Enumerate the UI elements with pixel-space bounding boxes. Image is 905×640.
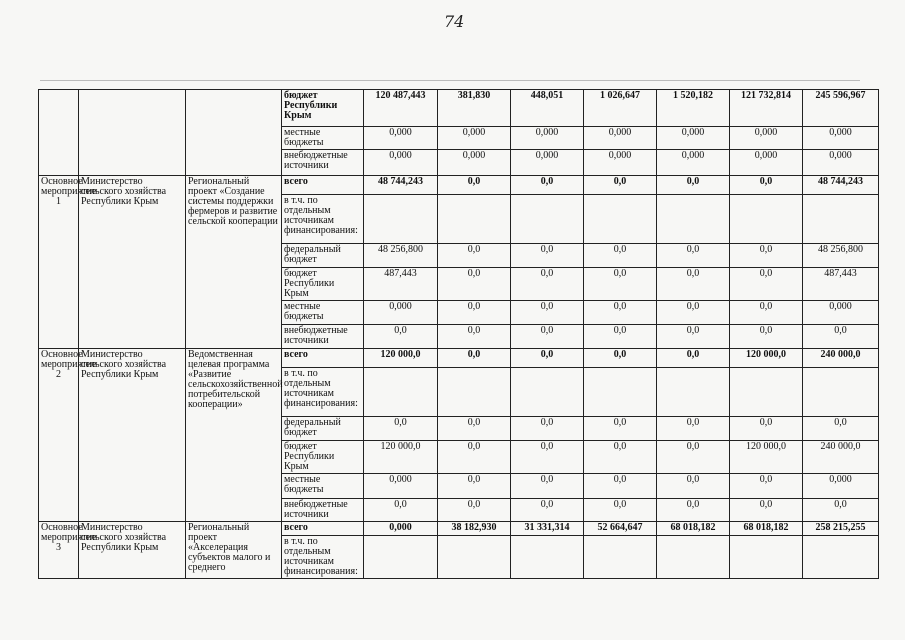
event-cell: Основное мероприятие 2 (39, 349, 79, 522)
funding-source-label: бюджет Республики Крым (282, 268, 364, 301)
amount-cell: 0,000 (584, 127, 657, 150)
amount-cell: 0,0 (438, 301, 511, 325)
amount-cell: 1 026,647 (584, 90, 657, 127)
amount-cell: 0,0 (803, 499, 879, 522)
amount-cell: 0,0 (511, 301, 584, 325)
amount-cell: 0,0 (438, 499, 511, 522)
amount-cell (730, 368, 803, 417)
amount-cell (438, 195, 511, 244)
amount-cell: 0,0 (364, 325, 438, 349)
amount-cell: 0,0 (438, 417, 511, 441)
amount-cell: 0,0 (364, 499, 438, 522)
amount-cell: 0,0 (730, 176, 803, 195)
amount-cell: 0,0 (584, 441, 657, 474)
amount-cell (657, 536, 730, 579)
amount-cell: 120 487,443 (364, 90, 438, 127)
amount-cell: 0,0 (511, 499, 584, 522)
funding-source-label: федеральный бюджет (282, 244, 364, 268)
amount-cell: 0,0 (511, 268, 584, 301)
amount-cell (584, 368, 657, 417)
amount-cell: 0,000 (364, 301, 438, 325)
program-cell: Региональный проект «Создание системы поддержки фермеров и развитие сельской кооперации (186, 176, 282, 349)
amount-cell: 0,0 (438, 176, 511, 195)
amount-cell: 0,000 (584, 150, 657, 176)
amount-cell (364, 536, 438, 579)
funding-source-label: бюджет Республики Крым (282, 441, 364, 474)
amount-cell: 0,0 (511, 417, 584, 441)
amount-cell: 0,0 (584, 176, 657, 195)
event-cell: Основное мероприятие 1 (39, 176, 79, 349)
amount-cell: 0,0 (511, 325, 584, 349)
amount-cell: 0,000 (657, 127, 730, 150)
funding-source-label: внебюджетные источники (282, 499, 364, 522)
executor-cell: Министерство сельского хозяйства Республики Крым (79, 349, 186, 522)
amount-cell: 0,0 (511, 176, 584, 195)
funding-source-label: в т.ч. по отдельным источникам финансирования: (282, 195, 364, 244)
amount-cell: 0,0 (438, 325, 511, 349)
amount-cell: 0,0 (438, 244, 511, 268)
executor-cell (79, 90, 186, 176)
funding-source-label: всего (282, 522, 364, 536)
page-number: 74 (444, 12, 465, 31)
amount-cell: 0,0 (730, 325, 803, 349)
amount-cell: 48 256,800 (364, 244, 438, 268)
amount-cell: 0,000 (438, 127, 511, 150)
table-row (39, 176, 879, 195)
amount-cell: 0,0 (364, 417, 438, 441)
funding-source-label: федеральный бюджет (282, 417, 364, 441)
amount-cell: 0,0 (657, 244, 730, 268)
program-cell: Ведомственная целевая программа «Развитие сельскохозяйственной потребительской кооперации» (186, 349, 282, 522)
amount-cell: 0,0 (657, 499, 730, 522)
amount-cell (364, 368, 438, 417)
amount-cell: 0,000 (803, 127, 879, 150)
amount-cell: 0,0 (657, 441, 730, 474)
amount-cell: 120 000,0 (364, 441, 438, 474)
amount-cell (511, 195, 584, 244)
event-cell: Основное мероприятие 3 (39, 522, 79, 579)
amount-cell: 0,000 (511, 127, 584, 150)
amount-cell: 0,0 (730, 244, 803, 268)
amount-cell: 0,000 (364, 474, 438, 499)
funding-source-label: внебюджетные источники (282, 325, 364, 349)
amount-cell: 0,0 (511, 244, 584, 268)
scan-artifact-line (40, 80, 860, 81)
amount-cell (730, 195, 803, 244)
amount-cell: 0,000 (803, 474, 879, 499)
amount-cell: 0,000 (730, 127, 803, 150)
amount-cell: 0,000 (730, 150, 803, 176)
amount-cell: 0,0 (584, 244, 657, 268)
amount-cell (364, 195, 438, 244)
amount-cell: 120 000,0 (730, 349, 803, 368)
amount-cell (657, 195, 730, 244)
funding-source-label: местные бюджеты (282, 474, 364, 499)
amount-cell: 0,0 (438, 349, 511, 368)
funding-source-label: всего (282, 176, 364, 195)
amount-cell: 0,0 (438, 268, 511, 301)
amount-cell (584, 536, 657, 579)
amount-cell: 0,0 (657, 417, 730, 441)
amount-cell: 120 000,0 (364, 349, 438, 368)
amount-cell (511, 368, 584, 417)
table-row (39, 522, 879, 536)
amount-cell: 240 000,0 (803, 349, 879, 368)
executor-cell: Министерство сельского хозяйства Республики Крым (79, 522, 186, 579)
funding-source-label: в т.ч. по отдельным источникам финансирования: (282, 368, 364, 417)
amount-cell: 0,0 (511, 349, 584, 368)
amount-cell: 240 000,0 (803, 441, 879, 474)
amount-cell: 0,0 (584, 325, 657, 349)
amount-cell: 0,0 (730, 301, 803, 325)
amount-cell: 0,0 (657, 301, 730, 325)
amount-cell: 0,0 (657, 176, 730, 195)
amount-cell: 0,0 (730, 474, 803, 499)
budget-table (38, 89, 879, 579)
amount-cell: 0,0 (584, 474, 657, 499)
amount-cell: 120 000,0 (730, 441, 803, 474)
amount-cell: 0,000 (511, 150, 584, 176)
amount-cell: 0,000 (364, 150, 438, 176)
amount-cell: 487,443 (364, 268, 438, 301)
funding-source-label: в т.ч. по отдельным источникам финансирования: (282, 536, 364, 579)
amount-cell (584, 195, 657, 244)
amount-cell: 258 215,255 (803, 522, 879, 536)
amount-cell: 245 596,967 (803, 90, 879, 127)
amount-cell: 121 732,814 (730, 90, 803, 127)
amount-cell: 0,0 (584, 349, 657, 368)
amount-cell: 0,0 (730, 417, 803, 441)
amount-cell: 48 256,800 (803, 244, 879, 268)
amount-cell: 0,0 (511, 441, 584, 474)
amount-cell: 0,0 (803, 417, 879, 441)
amount-cell: 38 182,930 (438, 522, 511, 536)
amount-cell: 0,0 (511, 474, 584, 499)
amount-cell: 48 744,243 (364, 176, 438, 195)
amount-cell: 0,000 (657, 150, 730, 176)
funding-source-label: внебюджетные источники (282, 150, 364, 176)
amount-cell (803, 368, 879, 417)
amount-cell (803, 195, 879, 244)
funding-source-label: местные бюджеты (282, 301, 364, 325)
executor-cell: Министерство сельского хозяйства Республики Крым (79, 176, 186, 349)
amount-cell: 0,0 (657, 325, 730, 349)
amount-cell: 448,051 (511, 90, 584, 127)
amount-cell: 0,000 (803, 150, 879, 176)
funding-source-label: местные бюджеты (282, 127, 364, 150)
amount-cell: 381,830 (438, 90, 511, 127)
amount-cell (803, 536, 879, 579)
program-cell (186, 90, 282, 176)
amount-cell: 0,0 (803, 325, 879, 349)
amount-cell: 0,0 (584, 301, 657, 325)
table-row (39, 90, 879, 127)
amount-cell: 1 520,182 (657, 90, 730, 127)
amount-cell: 0,0 (730, 499, 803, 522)
amount-cell: 0,000 (364, 127, 438, 150)
funding-source-label: всего (282, 349, 364, 368)
amount-cell: 0,0 (730, 268, 803, 301)
event-cell (39, 90, 79, 176)
program-cell: Региональный проект «Акселерация субъектов малого и среднего (186, 522, 282, 579)
amount-cell: 68 018,182 (730, 522, 803, 536)
amount-cell: 0,0 (657, 268, 730, 301)
amount-cell: 48 744,243 (803, 176, 879, 195)
amount-cell (438, 368, 511, 417)
amount-cell: 0,0 (584, 499, 657, 522)
amount-cell: 0,0 (657, 349, 730, 368)
amount-cell: 0,000 (364, 522, 438, 536)
amount-cell (657, 368, 730, 417)
funding-source-label: бюджет Республики Крым (282, 90, 364, 127)
amount-cell: 0,000 (803, 301, 879, 325)
amount-cell: 487,443 (803, 268, 879, 301)
amount-cell: 0,0 (438, 474, 511, 499)
amount-cell: 0,0 (584, 268, 657, 301)
table-row (39, 349, 879, 368)
amount-cell (438, 536, 511, 579)
amount-cell: 0,0 (438, 441, 511, 474)
amount-cell: 0,0 (657, 474, 730, 499)
amount-cell (730, 536, 803, 579)
amount-cell: 52 664,647 (584, 522, 657, 536)
amount-cell: 0,000 (438, 150, 511, 176)
amount-cell: 0,0 (584, 417, 657, 441)
amount-cell: 31 331,314 (511, 522, 584, 536)
amount-cell (511, 536, 584, 579)
amount-cell: 68 018,182 (657, 522, 730, 536)
